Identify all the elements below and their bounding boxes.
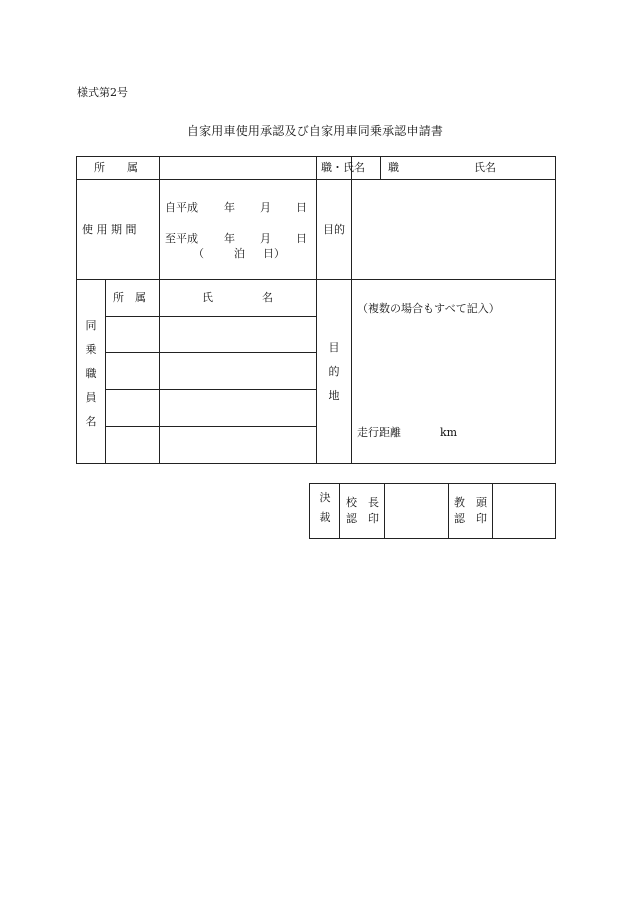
from-prefix: 自平成 — [165, 201, 198, 214]
job-label: 職 — [388, 161, 399, 174]
passenger-name-header-2: 名 — [262, 291, 273, 304]
name-label: 氏名 — [474, 161, 496, 174]
passenger-name-header-1: 氏 — [202, 291, 213, 304]
affiliation-label: 所 属 — [94, 161, 138, 174]
to-prefix: 至平成 — [165, 232, 198, 245]
purpose-label: 目的 — [323, 223, 345, 236]
head-teacher-label-top: 教 頭 — [454, 496, 487, 509]
passenger-row-divider — [105, 352, 316, 353]
principal-label-bottom: 認 印 — [346, 512, 379, 525]
job-name-label: 職・氏名 — [321, 161, 365, 174]
stay-days: 日） — [263, 247, 285, 260]
principal-stamp-box[interactable] — [385, 484, 447, 538]
passenger-side-label: 同 乗 職 員 名 — [85, 319, 97, 428]
stay-open: （ — [193, 247, 204, 260]
passenger-row-divider — [105, 426, 316, 427]
distance-label: 走行距離 — [357, 426, 401, 439]
head-teacher-stamp-box[interactable] — [493, 484, 554, 538]
decision-label: 決 裁 — [319, 491, 331, 524]
from-day: 日 — [296, 201, 307, 214]
from-year: 年 — [224, 201, 235, 214]
head-teacher-label-bottom: 認 印 — [454, 512, 487, 525]
distance-unit: km — [440, 426, 458, 439]
principal-label-top: 校 長 — [346, 496, 379, 509]
to-month: 月 — [260, 232, 271, 245]
passenger-row-divider — [105, 316, 316, 317]
col-divider — [105, 279, 106, 464]
col-divider — [380, 156, 381, 180]
to-year: 年 — [224, 232, 235, 245]
stamp-divider — [448, 483, 449, 539]
from-month: 月 — [260, 201, 271, 214]
to-day: 日 — [296, 232, 307, 245]
document-title: 自家用車使用承認及び自家用車同乗承認申請書 — [186, 124, 444, 138]
approval-stamp-table — [309, 483, 556, 539]
period-label: 使 用 期 間 — [82, 223, 137, 236]
destination-label: 目 的 地 — [328, 341, 340, 402]
form-number: 様式第2号 — [77, 86, 128, 99]
col-divider — [159, 156, 160, 464]
col-divider — [316, 156, 317, 464]
stay-nights: 泊 — [234, 247, 245, 260]
application-table — [76, 156, 556, 464]
passenger-affiliation-header: 所 属 — [113, 291, 146, 304]
col-divider — [351, 156, 352, 464]
destination-note: （複数の場合もすべて記入） — [357, 302, 500, 315]
stamp-divider — [339, 483, 340, 539]
passenger-row-divider — [105, 389, 316, 390]
